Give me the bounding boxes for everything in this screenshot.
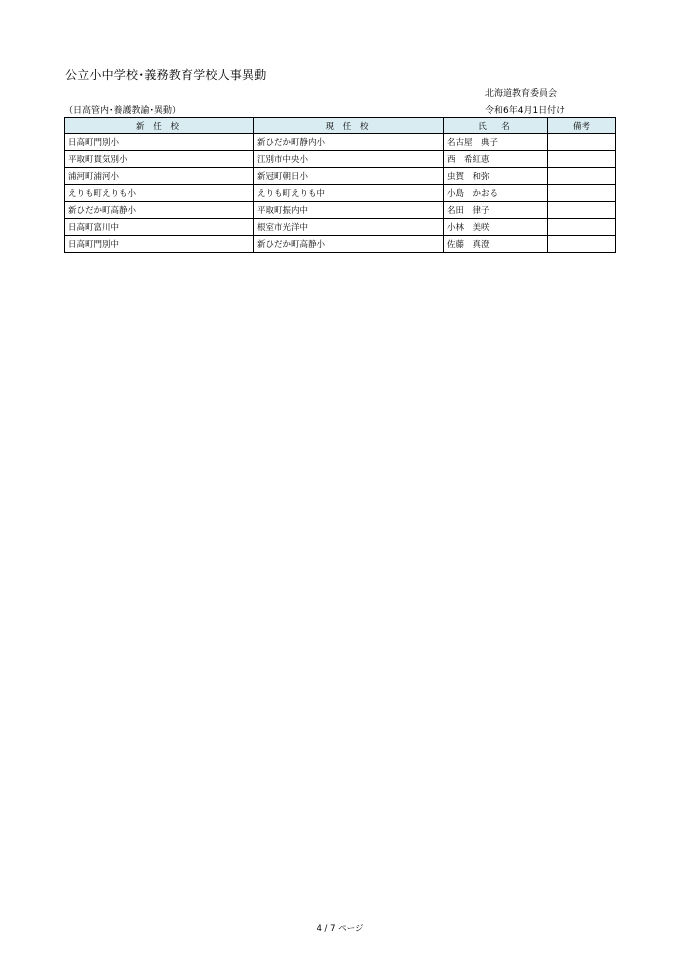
- column-header-remarks: 備考: [548, 118, 616, 134]
- name-cell: 虫賀 和弥: [444, 168, 548, 185]
- column-header-new-school: 新 任 校: [65, 118, 254, 134]
- remarks-cell: [548, 185, 616, 202]
- current-school-cell: 新冠町朝日小: [254, 168, 444, 185]
- personnel-table: [64, 117, 616, 253]
- new-school-cell: 新ひだか町高静小: [65, 202, 254, 219]
- page-title: 公立小中学校･義務教育学校人事異動: [65, 68, 267, 82]
- new-school-cell: えりも町えりも小: [65, 185, 254, 202]
- table-row: [65, 168, 616, 185]
- table-row: [65, 151, 616, 168]
- remarks-cell: [548, 151, 616, 168]
- issuer-name: 北海道教育委員会: [485, 89, 558, 99]
- new-school-cell: 日高町門別中: [65, 236, 254, 253]
- name-cell: 名古屋 典子: [444, 134, 548, 151]
- current-school-cell: 根室市光洋中: [254, 219, 444, 236]
- current-school-cell: 新ひだか町静内小: [254, 134, 444, 151]
- current-school-cell: 平取町振内中: [254, 202, 444, 219]
- new-school-cell: 浦河町浦河小: [65, 168, 254, 185]
- current-school-cell: 新ひだか町高静小: [254, 236, 444, 253]
- page-number: 4 / 7 ページ: [316, 924, 364, 934]
- remarks-cell: [548, 236, 616, 253]
- table-row: [65, 134, 616, 151]
- current-school-cell: えりも町えりも中: [254, 185, 444, 202]
- name-cell: 西 希紅恵: [444, 151, 548, 168]
- column-header-name: 氏 名: [444, 118, 548, 134]
- name-cell: 名田 律子: [444, 202, 548, 219]
- effective-date: 令和6年4月1日付け: [485, 106, 566, 116]
- table-header-row: [65, 118, 616, 134]
- name-cell: 小島 かおる: [444, 185, 548, 202]
- table-row: [65, 219, 616, 236]
- remarks-cell: [548, 202, 616, 219]
- table-row: [65, 236, 616, 253]
- section-subtitle: （日高管内･養護教諭･異動）: [64, 106, 182, 116]
- table-row: [65, 202, 616, 219]
- name-cell: 小林 美咲: [444, 219, 548, 236]
- remarks-cell: [548, 219, 616, 236]
- new-school-cell: 日高町富川中: [65, 219, 254, 236]
- column-header-current-school: 現 任 校: [254, 118, 444, 134]
- remarks-cell: [548, 168, 616, 185]
- current-school-cell: 江別市中央小: [254, 151, 444, 168]
- remarks-cell: [548, 134, 616, 151]
- new-school-cell: 平取町貫気別小: [65, 151, 254, 168]
- name-cell: 佐藤 真澄: [444, 236, 548, 253]
- table-row: [65, 185, 616, 202]
- new-school-cell: 日高町門別小: [65, 134, 254, 151]
